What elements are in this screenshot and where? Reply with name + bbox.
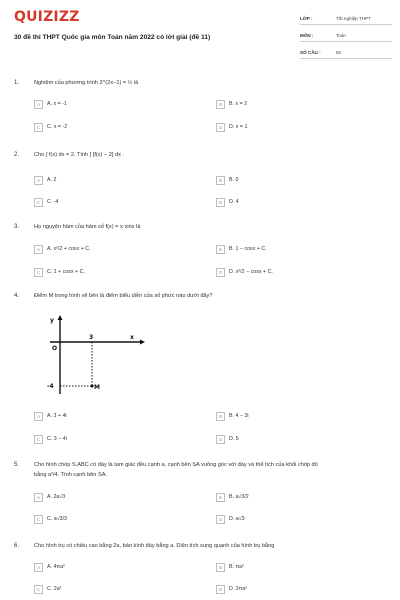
option-text: A. 4πa² [47,564,65,570]
option-letter-box: C [34,123,43,132]
meta-value: 50 [336,49,342,55]
option-b[interactable] [216,491,376,503]
option-b[interactable] [216,561,376,573]
question-text: Cho hình chóp S.ABC có đáy là tam giác đều cạnh a, cạnh bên SA vuông góc với đáy và thể tích của khối chóp đó [34,462,318,468]
option-a[interactable] [34,491,194,503]
option-c[interactable] [34,121,194,133]
option-c[interactable] [34,433,194,445]
option-text: C. 1 + cosx + C. [47,269,85,275]
option-text: D. x²/2 − cosx + C. [229,269,273,275]
option-c[interactable] [34,266,194,278]
question-number: 4. [14,293,20,299]
option-text: D. x = 1 [229,124,248,130]
option-a[interactable] [34,561,194,573]
option-letter-box: A [34,563,43,572]
option-text: C. x = -2 [47,124,68,130]
option-d[interactable] [216,583,376,595]
option-d[interactable] [216,121,376,133]
option-a[interactable] [34,410,194,422]
origin-label: O [52,345,58,352]
option-letter-box: A [34,493,43,502]
option-letter-box: A [34,245,43,254]
x-axis-label: x [130,334,134,341]
option-a[interactable] [34,174,194,186]
complex-plane-figure [36,308,146,398]
question-text: Nghiệm của phương trình 2^(2x−1) = ½ là [34,80,139,86]
option-letter-box: C [34,268,43,277]
worksheet-meta [300,12,392,63]
meta-row-count [300,46,392,59]
option-letter-box: B [216,176,225,185]
option-text: B. 4 − 3i [229,413,249,419]
meta-row-class [300,12,392,25]
option-text: B. πa² [229,564,244,570]
option-letter-box: A [34,412,43,421]
y-axis-label: y [50,317,54,324]
option-letter-box: C [34,515,43,524]
option-text: A. 2a√3 [47,494,66,500]
worksheet-header [0,0,400,62]
option-letter-box: B [216,100,225,109]
option-letter-box: D [216,515,225,524]
option-text: D. 5 [229,436,239,442]
complex-plane-svg [36,308,146,398]
option-d[interactable] [216,196,376,208]
x-axis-arrow [140,340,145,345]
option-d[interactable] [216,433,376,445]
option-text: B. 0 [229,177,239,183]
worksheet-title: 30 đề thi THPT Quốc gia môn Toán năm 2022 có lời giải (đề 11) [14,34,211,41]
option-text: D. a√3 [229,516,245,522]
y-axis-arrow [58,315,63,320]
meta-label: MÔN : [300,32,314,38]
option-letter-box: D [216,268,225,277]
option-a[interactable] [34,98,194,110]
option-text: D. 2πa² [229,586,248,592]
question-number: 5. [14,462,20,468]
option-letter-box: D [216,585,225,594]
option-b[interactable] [216,410,376,422]
meta-label: SỐ CÂU : [300,49,321,55]
tick-label-x: 3 [89,334,94,341]
option-text: A. x²/2 + cosx + C. [47,246,91,252]
option-c[interactable] [34,513,194,525]
question-text: Cho hình trụ có chiều cao bằng 2a, bán kính đáy bằng a. Diện tích xung quanh của hình trụ bằng [34,543,275,549]
option-text: A. 3 + 4i [47,413,67,419]
option-letter-box: B [216,563,225,572]
option-text: B. a√3/2 [229,494,249,500]
meta-row-subject [300,29,392,42]
option-d[interactable] [216,513,376,525]
meta-label: LỚP : [300,15,313,21]
option-letter-box: B [216,245,225,254]
option-text: B. x = 2 [229,101,248,107]
option-letter-box: A [34,176,43,185]
question-text: Cho ∫ f(x) dx = 2. Tính ∫ [f(x) − 2] dx . [34,152,125,158]
option-c[interactable] [34,583,194,595]
option-text: C. 2a² [47,586,62,592]
question-number: 2. [14,152,20,158]
option-a[interactable] [34,243,194,255]
option-text: C. 3 − 4i [47,436,67,442]
option-letter-box: B [216,493,225,502]
option-text: C. -4 [47,199,59,205]
option-text: A. 2 [47,177,57,183]
tick-label-y: -4 [47,383,54,390]
meta-value: Tốt nghiệp THPT [336,15,371,21]
question-number: 3. [14,224,20,230]
option-text: C. a√3/3 [47,516,67,522]
option-b[interactable] [216,174,376,186]
option-letter-box: D [216,435,225,444]
quizizz-logo: QUIZIZZ [14,9,80,25]
question-text-line-2: bằng a³/4. Tính cạnh bên SA. [34,472,107,478]
option-letter-box: C [34,435,43,444]
option-text: A. x = -1 [47,101,67,107]
option-c[interactable] [34,196,194,208]
meta-value: Toán [336,32,346,38]
option-letter-box: B [216,412,225,421]
option-b[interactable] [216,243,376,255]
option-text: D. 4 [229,199,239,205]
option-letter-box: D [216,198,225,207]
option-letter-box: D [216,123,225,132]
question-text: Điểm M trong hình vẽ bên là điểm biểu diễn của số phức nào dưới đây? [34,293,213,299]
option-letter-box: C [34,585,43,594]
option-text: B. 1 − cosx + C. [229,246,267,252]
question-number: 1. [14,80,20,86]
option-d[interactable] [216,266,376,278]
option-letter-box: C [34,198,43,207]
option-b[interactable] [216,98,376,110]
question-number: 6. [14,543,20,549]
point-m-label: M [94,384,100,391]
option-letter-box: A [34,100,43,109]
question-text: Họ nguyên hàm của hàm số f(x) = x·sinx là [34,224,141,230]
